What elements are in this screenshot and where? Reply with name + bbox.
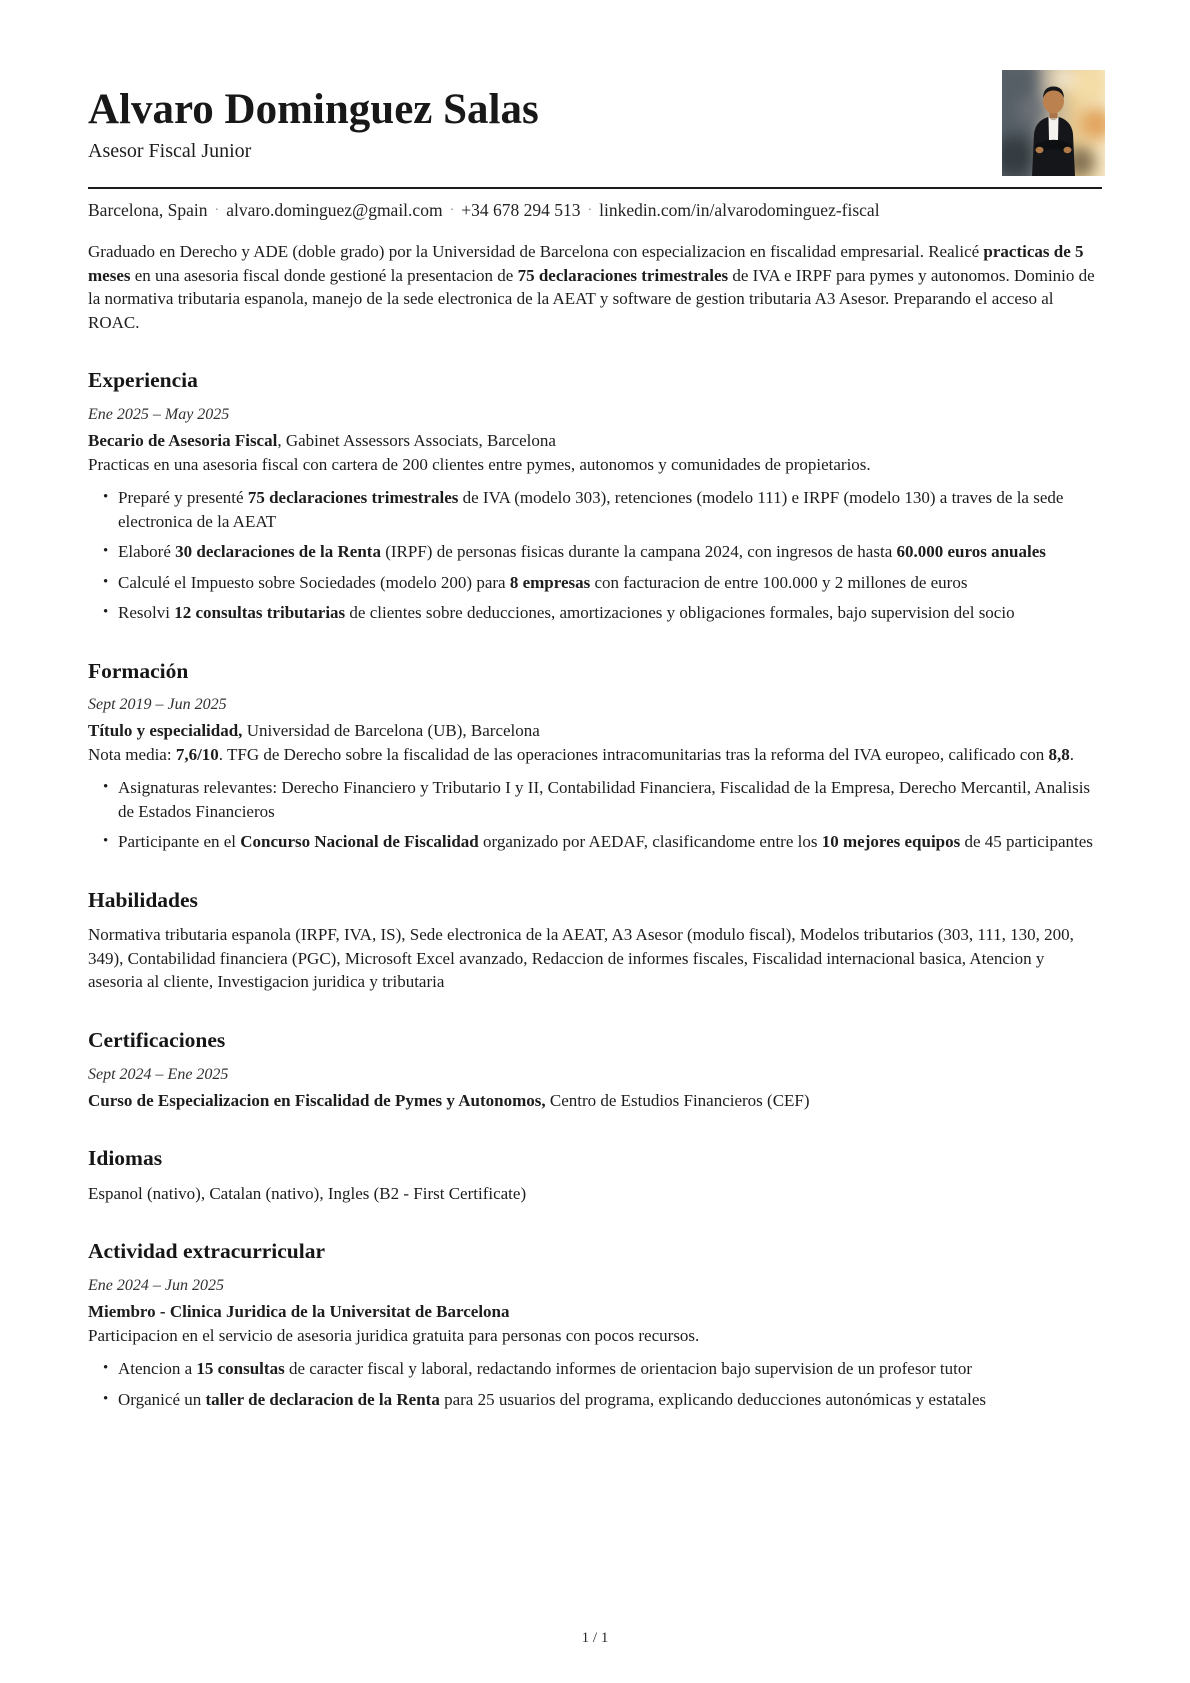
section-formacion (88, 659, 1102, 854)
section-experiencia (88, 368, 1102, 624)
entry (88, 1182, 1102, 1206)
page-number: 1 / 1 (581, 1630, 609, 1646)
bullet-item: • Atencion a 15 consultas de caracter fiscal y laboral, redactando informes de orientacion bajo supervision de un profesor tutor (118, 1357, 1102, 1381)
contact-location: Barcelona, Spain (88, 200, 208, 221)
entry (88, 404, 1102, 625)
bullet-item: • Asignaturas relevantes: Derecho Financiero y Tributario I y II, Contabilidad Financiera, Fiscalidad de la Empresa, Derecho Mercantil, Analisis de Estados Financieros (118, 776, 1102, 823)
bullet-item: • Elaboré 30 declaraciones de la Renta (IRPF) de personas fisicas durante la campana 2024, con ingresos de hasta 60.000 euros anuales (118, 540, 1102, 564)
profile-photo-image (1002, 70, 1105, 176)
section-actividad-extracurricular (88, 1239, 1102, 1411)
contact-line (88, 198, 1102, 223)
entry-bullet-list (88, 776, 1102, 854)
section-idiomas (88, 1146, 1102, 1205)
summary-paragraph: Graduado en Derecho y ADE (doble grado) por la Universidad de Barcelona con especializacion en fiscalidad empresarial. Realicé practicas de 5 meses en una asesoria fiscal donde gestioné la presentacion de 75 declaraciones trimestrales de IVA e IRPF para pymes y autonomos. Dominio de la normativa tributaria espanola, manejo de la sede electronica de la AEAT y software de gestion tributaria A3 Asesor. Preparando el acceso al ROAC. (88, 242, 1095, 332)
entry-description: Espanol (nativo), Catalan (nativo), Ingles (B2 - First Certificate) (88, 1183, 527, 1203)
person-name: Alvaro Dominguez Salas (88, 86, 539, 133)
bullet-item: • Resolvi 12 consultas tributarias de clientes sobre deducciones, amortizaciones y obligaciones formales, bajo supervision del socio (118, 601, 1102, 625)
contact-separator-dot: · (587, 203, 593, 219)
section-heading-actividad-extracurricular: Actividad extracurricular (88, 1239, 326, 1264)
entry-title: Curso de Especializacion en Fiscalidad de Pymes y Autonomos, Centro de Estudios Financieros (CEF) (88, 1090, 810, 1110)
contact-linkedin: linkedin.com/in/alvarodominguez-fiscal (599, 200, 880, 221)
header (88, 86, 1102, 163)
bullet-item: • Preparé y presenté 75 declaraciones trimestrales de IVA (modelo 303), retenciones (modelo 111) e IRPF (modelo 130) a traves de la sede electronica de la AEAT (118, 486, 1102, 533)
entry-description: Nota media: 7,6/10. TFG de Derecho sobre la fiscalidad de las operaciones intracomunitarias tras la reforma del IVA europeo, calificado con 8,8. (88, 744, 1074, 764)
section-certificaciones (88, 1028, 1102, 1112)
contact-separator-dot: · (449, 203, 455, 219)
entry-dates: Ene 2025 – May 2025 (88, 406, 230, 424)
bullet-item: • Organicé un taller de declaracion de la Renta para 25 usuarios del programa, explicando deducciones autonómicas y estatales (118, 1388, 1102, 1412)
entry-bullet-list (88, 1357, 1102, 1411)
entry-dates: Sept 2019 – Jun 2025 (88, 696, 227, 714)
entry-title: Miembro - Clinica Juridica de la Universitat de Barcelona (88, 1302, 510, 1322)
contact-phone: +34 678 294 513 (461, 200, 581, 221)
entry-description: Participacion en el servicio de asesoria juridica gratuita para personas con pocos recursos. (88, 1325, 700, 1345)
job-title: Asesor Fiscal Junior (88, 140, 252, 163)
entry (88, 1064, 1102, 1113)
entry-dates: Ene 2024 – Jun 2025 (88, 1277, 224, 1295)
entry-bullet-list (88, 486, 1102, 625)
entry-title: Becario de Asesoria Fiscal, Gabinet Assessors Associats, Barcelona (88, 431, 556, 451)
entry-title: Título y especialidad, Universidad de Barcelona (UB), Barcelona (88, 721, 540, 741)
section-heading-idiomas: Idiomas (88, 1146, 163, 1171)
entry-description: Normativa tributaria espanola (IRPF, IVA, IS), Sede electronica de la AEAT, A3 Asesor (modulo fiscal), Modelos tributarios (303, 111, 130, 200, 349), Contabilidad financiera (PGC), Microsoft Excel avanzado, Redaccion de informes fiscales, Fiscalidad internacional basica, Atencion y asesoria al cliente, Investigacion juridica y tributaria (88, 925, 1074, 992)
bullet-item: • Calculé el Impuesto sobre Sociedades (modelo 200) para 8 empresas con facturacion de entre 100.000 y 2 millones de euros (118, 571, 1102, 595)
section-heading-habilidades: Habilidades (88, 887, 198, 912)
section-heading-experiencia: Experiencia (88, 368, 198, 393)
bullet-item: • Participante en el Concurso Nacional de Fiscalidad organizado por AEDAF, clasificandome entre los 10 mejores equipos de 45 participantes (118, 830, 1102, 854)
contact-separator-dot: · (214, 203, 220, 219)
profile-photo (1002, 70, 1105, 176)
entry-description: Practicas en una asesoria fiscal con cartera de 200 clientes entre pymes, autonomos y comunidades de propietarios. (88, 454, 871, 474)
resume-sections (88, 368, 1102, 1411)
contact-email: alvaro.dominguez@gmail.com (226, 200, 443, 221)
section-heading-certificaciones: Certificaciones (88, 1027, 226, 1052)
entry (88, 923, 1102, 994)
section-heading-formacion: Formación (88, 658, 189, 683)
entry (88, 1275, 1102, 1411)
header-divider (88, 187, 1102, 189)
entry (88, 694, 1102, 854)
section-habilidades (88, 888, 1102, 994)
entry-dates: Sept 2024 – Ene 2025 (88, 1065, 229, 1083)
